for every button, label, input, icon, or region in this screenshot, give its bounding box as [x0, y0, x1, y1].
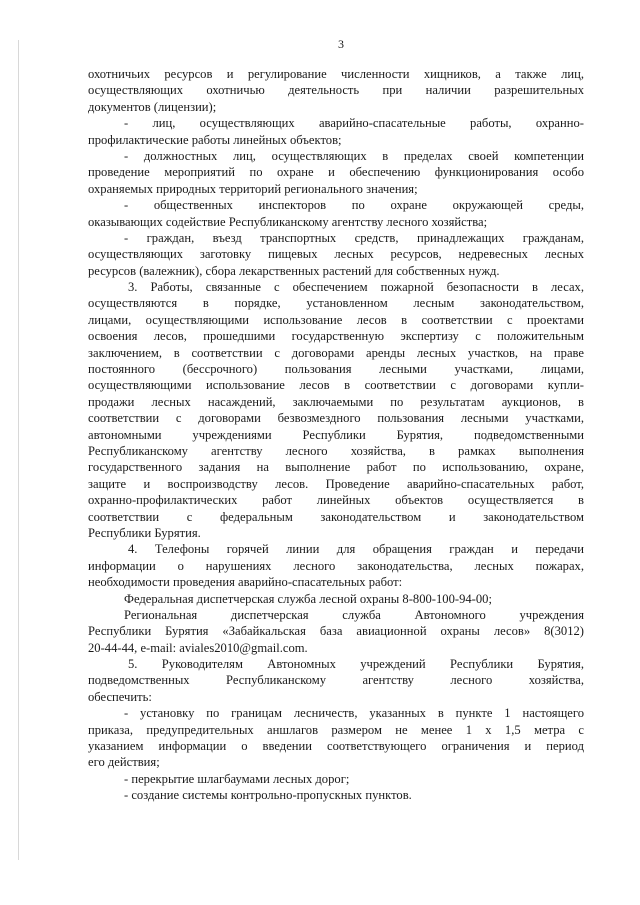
text-line: 20-44-44, e-mail: aviales2010@gmail.com. — [88, 640, 308, 655]
text-line: автономными учреждениями Республики Бурятия, подведомственными — [88, 427, 584, 442]
text-line: 3. Работы, связанные с обеспечением пожарной безопасности в лесах, — [128, 280, 584, 295]
text-line: - перекрытие шлагбаумами лесных дорог; — [124, 771, 350, 786]
text-line: Республиканскому агентству лесного хозяйства, в рамках выполнения — [88, 443, 584, 458]
page-number: 3 — [338, 37, 344, 51]
text-line: указанием информации о введении соответствующего ограничения и период — [88, 739, 584, 754]
text-line: соответствии с федеральным законодательством и законодательством — [88, 509, 584, 524]
text-line: охранно-профилактических работ линейных объектов осуществляется в — [88, 493, 584, 508]
text-line: осуществляющих охотничью деятельность при наличии разрешительных — [88, 83, 584, 98]
text-line: его действия; — [88, 755, 160, 770]
text-line: осуществляются в порядке, установленном лесным законодательством, — [88, 296, 584, 311]
text-line: защите и воспроизводству лесов. Проведение аварийно-спасательных работ, — [88, 476, 584, 491]
text-line: государственного задания на выполнение работ по использованию, охране, — [88, 460, 584, 475]
scan-edge-line — [18, 40, 19, 860]
text-line: осуществляющими использование лесов в соответствии с договорами купли- — [88, 378, 584, 393]
text-line: обеспечить: — [88, 689, 152, 704]
text-line: 4. Телефоны горячей линии для обращения граждан и передачи — [128, 542, 584, 557]
text-line: - должностных лиц, осуществляющих в пределах своей компетенции — [124, 148, 584, 163]
text-line: осуществляющих заготовку пищевых лесных ресурсов, недревесных лесных — [88, 247, 584, 262]
text-line: - лиц, осуществляющих аварийно-спасательные работы, охранно- — [124, 116, 584, 131]
text-line: 5. Руководителям Автономных учреждений Республики Бурятия, — [128, 657, 584, 672]
text-line: документов (лицензии); — [88, 99, 217, 114]
text-line: подведомственных Республиканскому агентству лесного хозяйства, — [88, 673, 584, 688]
text-line: заключением, в соответствии с договорами аренды лесных участков, на праве — [88, 345, 584, 360]
text-line: приказа, предупредительных аншлагов размером не менее 1 х 1,5 метра с — [88, 722, 584, 737]
document-body — [88, 66, 584, 804]
text-line: ресурсов (валежник), сбора лекарственных растений для собственных нужд. — [88, 263, 500, 278]
text-line: - установку по границам лесничеств, указанных в пункте 1 настоящего — [124, 706, 584, 721]
text-line: - граждан, въезд транспортных средств, принадлежащих гражданам, — [124, 230, 584, 245]
text-line: освоения лесов, прошедшими государственную экспертизу с положительным — [88, 329, 584, 344]
text-line: Республики Бурятия «Забайкальская база авиационной охраны лесов» 8(3012) — [88, 624, 584, 639]
text-line: Региональная диспетчерская служба Автономного учреждения — [124, 607, 584, 622]
text-line: информации о нарушениях лесного законодательства, лесных пожарах, — [88, 558, 584, 573]
text-line: Республики Бурятия. — [88, 525, 201, 540]
text-line: профилактические работы линейных объектов; — [88, 132, 342, 147]
text-line: оказывающих содействие Республиканскому агентству лесного хозяйства; — [88, 214, 488, 229]
text-line: продажи лесных насаждений, заключаемыми по результатам аукционов, в — [88, 394, 584, 409]
text-line: охраняемых природных территорий регионального значения; — [88, 181, 418, 196]
text-line: соответствии с договорами безвозмездного пользования лесными участками, — [88, 411, 584, 426]
text-line: проведение мероприятий по охране и обеспечению функционирования особо — [88, 165, 584, 180]
text-line: - создание системы контрольно-пропускных пунктов. — [124, 788, 412, 803]
text-line: - общественных инспекторов по охране окружающей среды, — [124, 198, 584, 213]
text-line: Федеральная диспетчерская служба лесной охраны 8-800-100-94-00; — [124, 591, 492, 606]
text-line: лицами, осуществляющими использование лесов в соответствии с проектами — [88, 312, 584, 327]
text-line: постоянного (бессрочного) пользования лесными участками, лицами, — [88, 362, 584, 377]
text-line: необходимости проведения аварийно-спасательных работ: — [88, 575, 403, 590]
text-line: охотничьих ресурсов и регулирование численности хищников, а также лиц, — [88, 67, 584, 81]
